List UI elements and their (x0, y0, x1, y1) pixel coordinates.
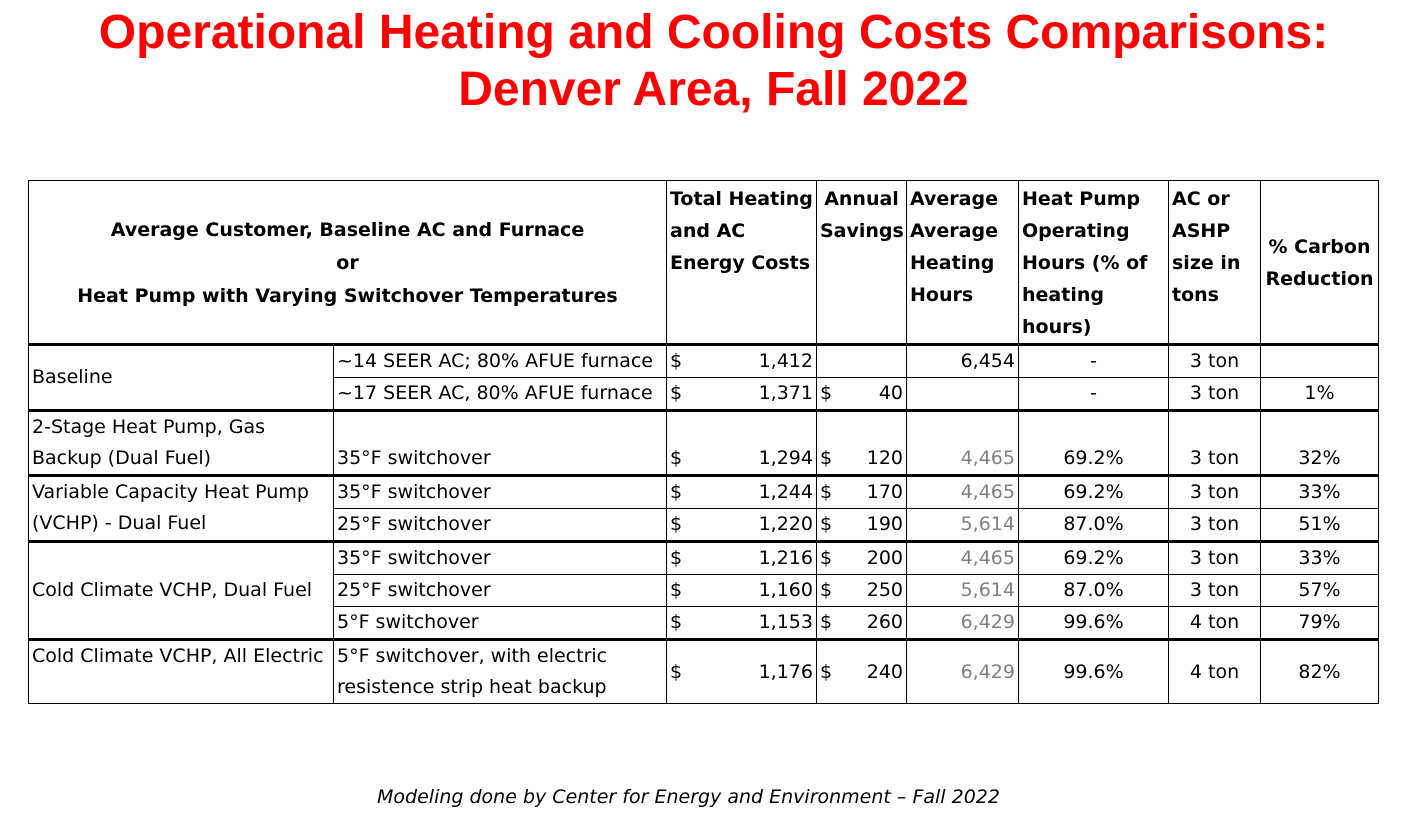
savings-cell (817, 575, 907, 607)
header-line: AC or (1172, 188, 1230, 210)
size-cell: 3 ton (1169, 345, 1261, 378)
currency-symbol: $ (670, 447, 683, 469)
currency-symbol: $ (820, 481, 833, 503)
group-label: Cold Climate VCHP, All Electric (29, 640, 334, 704)
header-total-costs (667, 181, 817, 345)
header-main-line: or (336, 251, 359, 274)
title-line-1: Operational Heating and Cooling Costs Comparisons: (98, 6, 1329, 59)
size-cell: 4 ton (1169, 640, 1261, 704)
size-cell: 3 ton (1169, 411, 1261, 476)
savings-value: 200 (866, 547, 903, 569)
hp-hours-cell: 87.0% (1019, 509, 1169, 542)
hp-hours-cell: 69.2% (1019, 476, 1169, 509)
config-cell: 25°F switchover (334, 575, 667, 607)
header-heating-hours (907, 181, 1019, 345)
total-value: 1,153 (758, 611, 813, 633)
heating-hours-cell: 4,465 (907, 411, 1019, 476)
savings-value: 240 (866, 660, 903, 683)
savings-cell (817, 411, 907, 476)
group-label: Variable Capacity Heat Pump (VCHP) - Dual Fuel (29, 476, 334, 542)
currency-symbol: $ (670, 382, 683, 404)
header-line: Hours (% of (1022, 252, 1148, 274)
total-cost-cell (667, 575, 817, 607)
hp-hours-cell: - (1019, 345, 1169, 378)
heating-hours-cell: 5,614 (907, 575, 1019, 607)
header-line: Energy Costs (670, 252, 811, 274)
savings-cell (817, 640, 907, 704)
savings-cell (817, 345, 907, 378)
header-hp-operating-hours (1019, 181, 1169, 345)
header-line: Reduction (1265, 268, 1374, 290)
header-main-line: Average Customer, Baseline AC and Furnace (110, 218, 585, 241)
currency-symbol: $ (670, 660, 683, 683)
total-value: 1,216 (758, 547, 813, 569)
carbon-cell: 51% (1261, 509, 1379, 542)
currency-symbol: $ (820, 611, 833, 633)
header-line: Heating (910, 252, 995, 274)
currency-symbol: $ (670, 350, 683, 372)
size-cell: 3 ton (1169, 378, 1261, 411)
currency-symbol: $ (820, 513, 833, 535)
heating-hours-cell: 4,465 (907, 476, 1019, 509)
currency-symbol: $ (670, 513, 683, 535)
savings-cell (817, 542, 907, 575)
size-cell: 3 ton (1169, 575, 1261, 607)
hp-hours-cell: 99.6% (1019, 607, 1169, 640)
header-main (29, 181, 667, 345)
total-cost-cell (667, 509, 817, 542)
header-line: and AC (670, 220, 746, 242)
hp-hours-cell: - (1019, 378, 1169, 411)
footer-credit: Modeling done by Center for Energy and Environment – Fall 2022 (377, 786, 1000, 808)
config-cell: 35°F switchover (334, 411, 667, 476)
cost-comparison-table (28, 180, 1379, 704)
header-line: Average (910, 220, 998, 242)
total-value: 1,220 (758, 513, 813, 535)
config-cell: 5°F switchover, with electric resistence strip heat backup (334, 640, 667, 704)
header-annual-savings (817, 181, 907, 345)
heating-hours-cell: 4,465 (907, 542, 1019, 575)
config-cell: 25°F switchover (334, 509, 667, 542)
hp-hours-cell: 87.0% (1019, 575, 1169, 607)
savings-cell (817, 607, 907, 640)
group-label: 2-Stage Heat Pump, Gas Backup (Dual Fuel) (29, 411, 334, 476)
config-cell: ~17 SEER AC, 80% AFUE furnace (334, 378, 667, 411)
header-line: Annual (824, 188, 899, 210)
header-line: Heat Pump (1022, 188, 1141, 210)
currency-symbol: $ (820, 579, 833, 601)
total-cost-cell (667, 411, 817, 476)
total-cost-cell (667, 476, 817, 509)
savings-cell (817, 509, 907, 542)
page-title (0, 4, 1427, 118)
carbon-cell: 33% (1261, 542, 1379, 575)
carbon-cell: 57% (1261, 575, 1379, 607)
header-line: % Carbon (1268, 236, 1371, 258)
table-row (29, 476, 1379, 509)
hp-hours-cell: 69.2% (1019, 411, 1169, 476)
total-value: 1,160 (758, 579, 813, 601)
carbon-cell: 32% (1261, 411, 1379, 476)
heating-hours-cell: 6,454 (907, 345, 1019, 378)
total-value: 1,371 (758, 382, 813, 404)
currency-symbol: $ (820, 547, 833, 569)
table-row (29, 411, 1379, 476)
hp-hours-cell: 99.6% (1019, 640, 1169, 704)
group-label: Baseline (29, 345, 334, 411)
table-row (29, 542, 1379, 575)
config-cell: 5°F switchover (334, 607, 667, 640)
currency-symbol: $ (670, 579, 683, 601)
savings-value: 170 (866, 481, 903, 503)
header-line: Hours (910, 284, 974, 306)
currency-symbol: $ (670, 547, 683, 569)
header-row (29, 181, 1379, 345)
size-cell: 4 ton (1169, 607, 1261, 640)
heating-hours-cell: 6,429 (907, 607, 1019, 640)
header-size-tons (1169, 181, 1261, 345)
savings-value: 40 (878, 382, 903, 404)
savings-value: 190 (866, 513, 903, 535)
header-line: ASHP (1172, 220, 1231, 242)
currency-symbol: $ (820, 447, 833, 469)
total-cost-cell (667, 542, 817, 575)
header-line: Operating (1022, 220, 1130, 242)
total-value: 1,176 (758, 660, 813, 683)
savings-cell (817, 378, 907, 411)
savings-value: 120 (866, 447, 903, 469)
table-row (29, 345, 1379, 378)
heating-hours-cell: 6,429 (907, 640, 1019, 704)
header-line: Average (910, 188, 998, 210)
header-line: Savings (820, 220, 904, 242)
total-value: 1,294 (758, 447, 813, 469)
currency-symbol: $ (670, 481, 683, 503)
carbon-cell: 79% (1261, 607, 1379, 640)
heating-hours-cell: 5,614 (907, 509, 1019, 542)
table-row (29, 640, 1379, 704)
header-main-line: Heat Pump with Varying Switchover Temperatures (77, 284, 618, 307)
header-line: hours) (1022, 316, 1092, 338)
size-cell: 3 ton (1169, 476, 1261, 509)
config-cell: 35°F switchover (334, 476, 667, 509)
total-cost-cell (667, 378, 817, 411)
header-line: Total Heating (670, 188, 813, 210)
carbon-cell: 82% (1261, 640, 1379, 704)
carbon-cell (1261, 345, 1379, 378)
carbon-cell: 1% (1261, 378, 1379, 411)
comparison-table-wrapper (28, 180, 1379, 704)
group-label: Cold Climate VCHP, Dual Fuel (29, 542, 334, 640)
carbon-cell: 33% (1261, 476, 1379, 509)
title-line-2: Denver Area, Fall 2022 (458, 63, 969, 116)
header-line: size in (1172, 252, 1241, 274)
size-cell: 3 ton (1169, 509, 1261, 542)
hp-hours-cell: 69.2% (1019, 542, 1169, 575)
total-value: 1,412 (758, 350, 813, 372)
total-value: 1,244 (758, 481, 813, 503)
currency-symbol: $ (820, 660, 833, 683)
total-cost-cell (667, 607, 817, 640)
heating-hours-cell (907, 378, 1019, 411)
header-line: heating (1022, 284, 1104, 306)
total-cost-cell (667, 640, 817, 704)
savings-cell (817, 476, 907, 509)
currency-symbol: $ (670, 611, 683, 633)
savings-value: 260 (866, 611, 903, 633)
config-cell: 35°F switchover (334, 542, 667, 575)
header-carbon-reduction (1261, 181, 1379, 345)
size-cell: 3 ton (1169, 542, 1261, 575)
currency-symbol: $ (820, 382, 833, 404)
total-cost-cell (667, 345, 817, 378)
config-cell: ~14 SEER AC; 80% AFUE furnace (334, 345, 667, 378)
header-line: tons (1172, 284, 1219, 306)
savings-value: 250 (866, 579, 903, 601)
